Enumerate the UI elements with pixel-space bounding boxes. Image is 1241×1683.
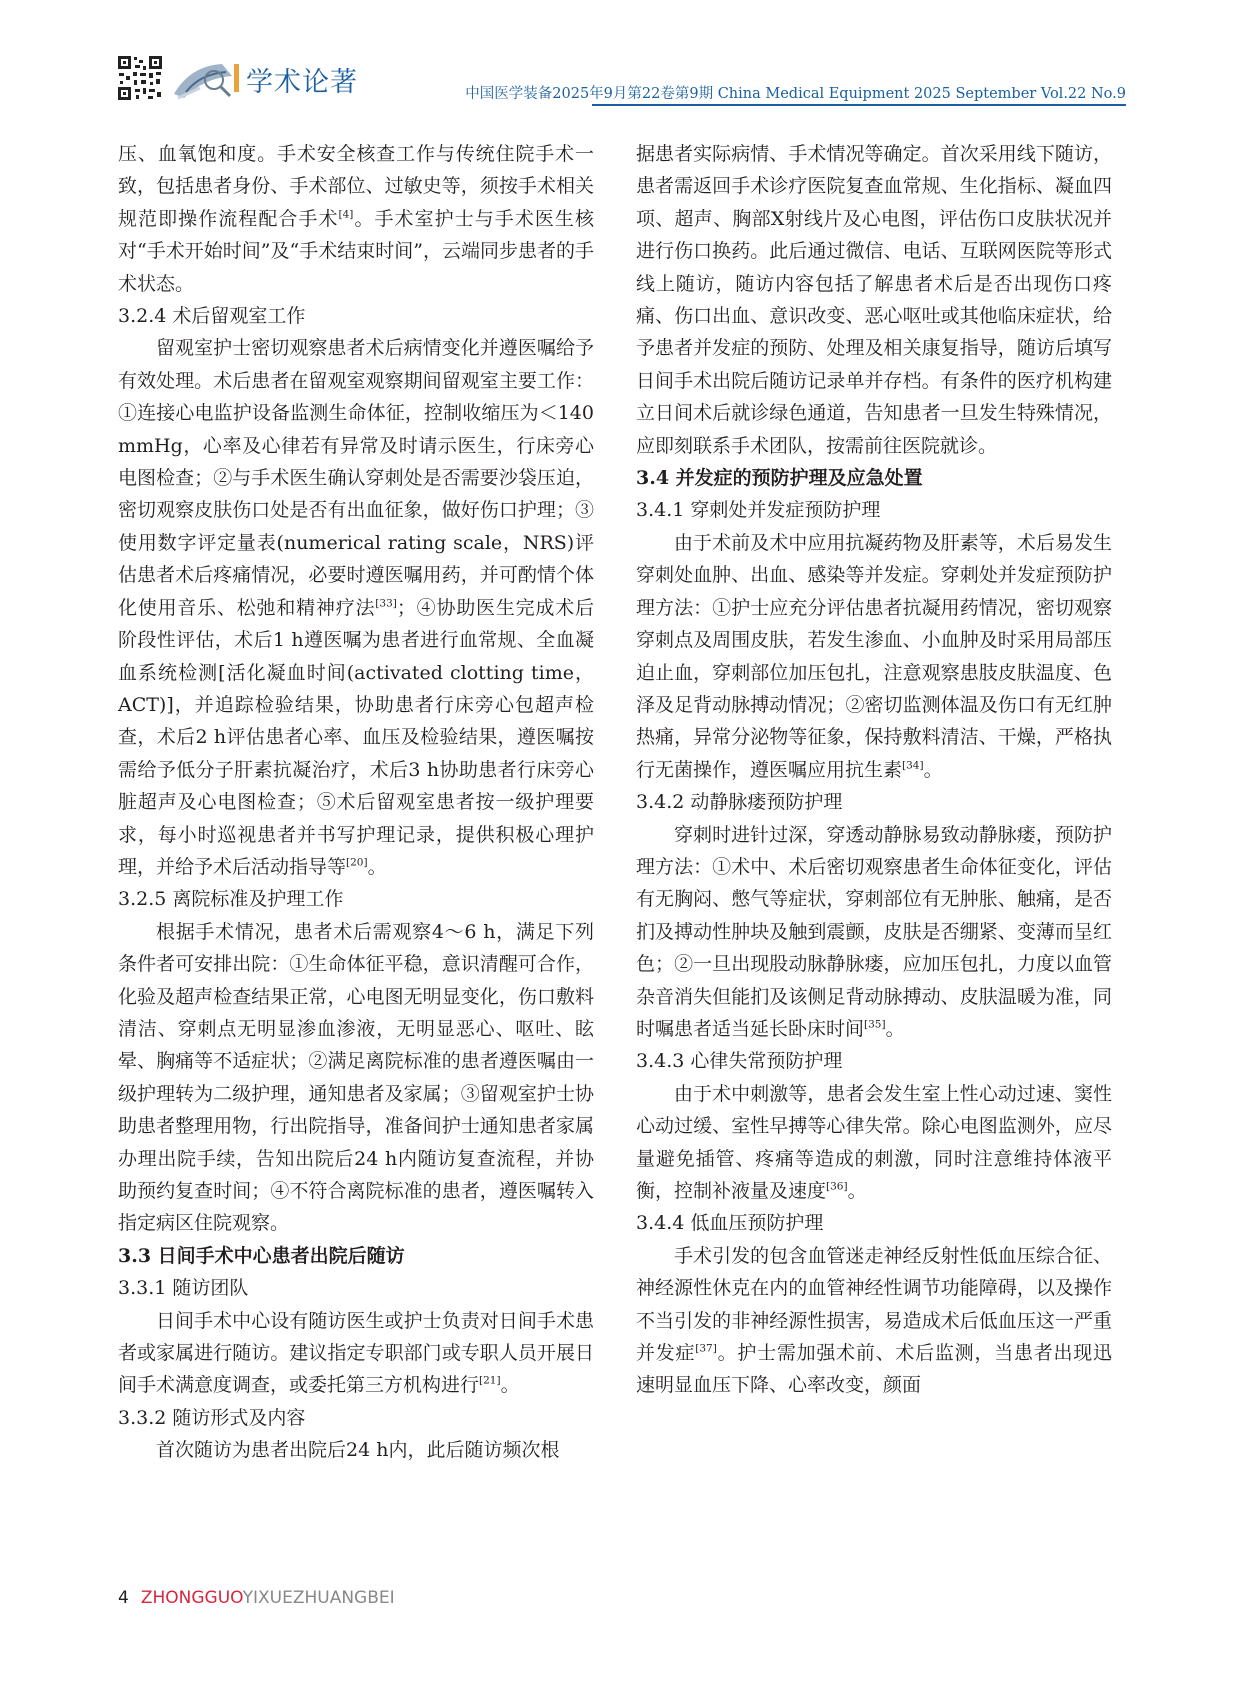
paragraph: 日间手术中心设有随访医生或护士负责对日间手术患者或家属进行随访。建议指定专职部门或专职人员开展日间手术满意度调查，或委托第三方机构进行[21]。 — [118, 1309, 594, 1397]
paragraph: 根据手术情况，患者术后需观察4～6 h，满足下列条件者可安排出院：①生命体征平稳，意识清醒可合作，化验及超声检查结果正常，心电图无明显变化，伤口敷料清洁、穿刺点无明显渗血渗液，无明显恶心、呕吐、眩晕、胸痛等不适症状；②满足离院标准的患者遵医嘱由一级护理转为二级护理，通知患者及家属；③留观室护士协助患者整理用物，行出院指导，准备间护士通知患者家属办理出院手续，告知出院后24 h内随访复查流程，并协助预约复查时间；④不符合离院标准的患者，遵医嘱转入指定病区住院观察。 — [118, 920, 594, 1235]
subsection-heading: 3.2.4 术后留观室工作 — [118, 305, 306, 328]
header-rule — [592, 104, 1126, 106]
left-column — [118, 138, 594, 1467]
citation: [20] — [346, 856, 368, 869]
paragraph: 手术引发的包含血管迷走神经反射性低血压综合征、神经源性休克在内的血管神经性调节功能障碍，以及操作不当引发的非神经源性损害，易造成术后低血压这一严重并发症[37]。护士需加强术前、术后监测，当患者出现迅速明显血压下降、心率改变，颜面 — [636, 1244, 1112, 1397]
citation: [33] — [375, 597, 397, 610]
section-title: 学术论著 — [246, 67, 358, 98]
section-heading: 3.4 并发症的预防护理及应急处置 — [636, 467, 923, 490]
page-footer — [118, 1588, 395, 1608]
qr-code-icon — [116, 54, 164, 102]
subsection-heading: 3.3.2 随访形式及内容 — [118, 1406, 306, 1429]
paragraph: 据患者实际病情、手术情况等确定。首次采用线下随访，患者需返回手术诊疗医院复查血常规、生化指标、凝血四项、超声、胸部X射线片及心电图，评估伤口皮肤状况并进行伤口换药。此后通过微信、电话、互联网医院等形式线上随访，随访内容包括了解患者术后是否出现伤口疼痛、伤口出血、意识改变、恶心呕吐或其他临床症状，给予患者并发症的预防、处理及相关康复指导，随访后填写日间手术出院后随访记录单并存档。有条件的医疗机构建立日间术后就诊绿色通道，告知患者一旦发生特殊情况，应即刻联系手术团队，按需前往医院就诊。 — [636, 143, 1112, 457]
citation: [37] — [695, 1342, 717, 1355]
citation: [4] — [338, 208, 354, 221]
paragraph: 留观室护士密切观察患者术后病情变化并遵医嘱给予有效处理。术后患者在留观室观察期间留观室主要工作：①连接心电监护设备监测生命体征，控制收缩压为＜140 mmHg，心率及心律若有异常及时请示医生，行床旁心电图检查；②与手术医生确认穿刺处是否需要沙袋压迫，密切观察皮肤伤口处是否有出血征象，做好伤口护理；③使用数字评定量表(numerical rating scale，NRS)评估患者术后疼痛情况，必要时遵医嘱用药，并可酌情个体化使用音乐、松弛和精神疗法[33]；④协助医生完成术后阶段性评估，术后1 h遵医嘱为患者进行血常规、全血凝血系统检测[活化凝血时间(activated clotting time，ACT)]，并追踪检验结果，协助患者行床旁心包超声检查，术后2 h评估患者心率、血压及检验结果，遵医嘱按需给予低分子肝素抗凝治疗，术后3 h协助患者行床旁心脏超声及心电图检查；⑤术后留观室患者按一级护理要求，每小时巡视患者并书写护理记录，提供积极心理护理，并给予术后活动指导等[20]。 — [118, 337, 594, 878]
paragraph: 穿刺时进针过深，穿透动静脉易致动静脉瘘，预防护理方法：①术中、术后密切观察患者生命体征变化，评估有无胸闷、憋气等症状，穿刺部位有无肿胀、触痛，是否扪及搏动性肿块及触到震颤，皮肤是否绷紧、变薄而呈红色；②一旦出现股动脉静脉瘘，应加压包扎，力度以血管杂音消失但能扪及该侧足背动脉搏动、皮肤温暖为准，同时嘱患者适当延长卧床时间[35]。 — [636, 823, 1112, 1040]
footer-brand-part: ZHONGGUO — [140, 1588, 243, 1608]
citation: [34] — [902, 759, 924, 772]
journal-logo-icon — [170, 58, 240, 102]
section-heading: 3.3 日间手术中心患者出院后随访 — [118, 1244, 405, 1267]
paragraph: 由于术中刺激等，患者会发生室上性心动过速、窦性心动过缓、室性早搏等心律失常。除心电图监测外，应尽量避免插管、疼痛等造成的刺激，同时注意维持体液平衡，控制补液量及速度[36]。 — [636, 1082, 1112, 1202]
citation: [21] — [479, 1375, 501, 1388]
page-number: 4 — [118, 1588, 129, 1608]
subsection-heading: 3.2.5 离院标准及护理工作 — [118, 888, 344, 911]
subsection-heading: 3.3.1 随访团队 — [118, 1277, 249, 1300]
journal-info: 中国医学装备2025年9月第22卷第9期 China Medical Equipment 2025 September Vol.22 No.9 — [465, 86, 1126, 102]
subsection-heading: 3.4.3 心律失常预防护理 — [636, 1050, 843, 1073]
footer-brand-part: ZHUANGBEI — [292, 1588, 395, 1608]
paragraph: 压、血氧饱和度。手术安全核查工作与传统住院手术一致，包括患者身份、手术部位、过敏史等，须按手术相关规范即操作流程配合手术[4]。手术室护士与手术医生核对“手术开始时间”及“手术结束时间”，云端同步患者的手术状态。 — [118, 143, 594, 295]
subsection-heading: 3.4.1 穿刺处并发症预防护理 — [636, 499, 881, 522]
citation: [35] — [864, 1018, 886, 1031]
citation: [36] — [826, 1180, 848, 1193]
section-accent-bar — [234, 64, 239, 92]
paragraph: 由于术前及术中应用抗凝药物及肝素等，术后易发生穿刺处血肿、出血、感染等并发症。穿刺处并发症预防护理方法：①护士应充分评估患者抗凝用药情况，密切观察穿刺点及周围皮肤，若发生渗血、小血肿及时采用局部压迫止血，穿刺部位加压包扎，注意观察患肢皮肤温度、色泽及足背动脉搏动情况；②密切监测体温及伤口有无红肿热痛，异常分泌物等征象，保持敷料清洁、干燥，严格执行无菌操作，遵医嘱应用抗生素[34]。 — [636, 531, 1112, 781]
right-column — [636, 138, 1112, 1402]
subsection-heading: 3.4.4 低血压预防护理 — [636, 1212, 824, 1235]
subsection-heading: 3.4.2 动静脉瘘预防护理 — [636, 791, 843, 814]
paragraph: 首次随访为患者出院后24 h内，此后随访频次根 — [156, 1439, 560, 1462]
footer-brand-part: YIXUE — [242, 1588, 293, 1608]
page-header — [116, 52, 1126, 108]
